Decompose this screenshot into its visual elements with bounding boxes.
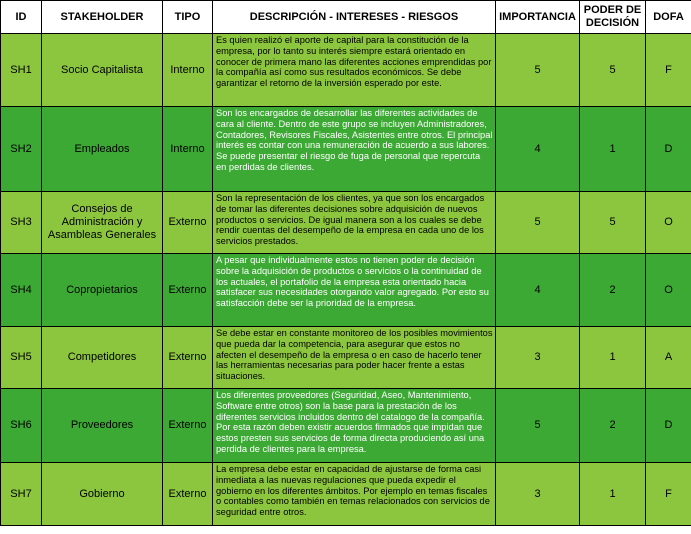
cell-descripcion: Es quien realizó el aporte de capital para la constitución de la empresa, por lo tanto su interés siempre estará orientado en conocer de primera mano las diferentes acciones emprendidas por la compañía así como sus resultados económicos. Se debe garantizar el retorno de la inversión esperado por este. [213,34,496,107]
cell-dofa: F [646,463,691,526]
cell-poder-decision: 2 [580,254,646,327]
cell-tipo: Externo [163,192,213,254]
table-row-sh1 [1,34,691,107]
cell-stakeholder: Gobierno [42,463,163,526]
cell-poder-decision: 2 [580,389,646,463]
cell-tipo: Externo [163,327,213,389]
cell-dofa: D [646,107,691,192]
cell-tipo: Interno [163,34,213,107]
cell-stakeholder: Competidores [42,327,163,389]
cell-id: SH7 [1,463,42,526]
cell-tipo: Externo [163,389,213,463]
cell-stakeholder: Consejos de Administración y Asambleas Generales [42,192,163,254]
cell-tipo: Interno [163,107,213,192]
cell-id: SH2 [1,107,42,192]
cell-stakeholder: Empleados [42,107,163,192]
cell-importancia: 3 [496,463,580,526]
header-row [1,1,691,34]
cell-id: SH1 [1,34,42,107]
cell-dofa: O [646,254,691,327]
table-row-sh5 [1,327,691,389]
cell-poder-decision: 1 [580,107,646,192]
cell-id: SH6 [1,389,42,463]
header-stakeholder: STAKEHOLDER [42,1,163,34]
cell-importancia: 4 [496,254,580,327]
header-importancia: IMPORTANCIA [496,1,580,34]
cell-importancia: 5 [496,192,580,254]
cell-poder-decision: 1 [580,327,646,389]
cell-descripcion: Los diferentes proveedores (Seguridad, Aseo, Mantenimiento, Software entre otros) son la base para la prestación de los diferentes servicios incluidos dentro del catalogo de la compañía. Por esta razón deben existir acuerdos firmados que impidan que estos presten sus servicios de forma directa produciendo así una perdida de clientes para la empresa. [213,389,496,463]
cell-id: SH4 [1,254,42,327]
header-tipo: TIPO [163,1,213,34]
cell-importancia: 5 [496,34,580,107]
cell-poder-decision: 5 [580,34,646,107]
header-poder-decision: PODER DE DECISIÓN [580,1,646,34]
cell-stakeholder: Proveedores [42,389,163,463]
table-row-sh7 [1,463,691,526]
cell-descripcion: Son los encargados de desarrollar las diferentes actividades de cara al cliente. Dentro de este grupo se incluyen Administradores, Contadores, Revisores Fiscales, Asistentes entre otros. El principal interés es contar con una remuneración de acuerdo a sus labores. Se puede presentar el riesgo de fuga de personal que repercuta en perdidas de clientes. [213,107,496,192]
cell-importancia: 4 [496,107,580,192]
cell-tipo: Externo [163,254,213,327]
cell-descripcion: La empresa debe estar en capacidad de ajustarse de forma casi inmediata a las nuevas regulaciones que pueda expedir el gobierno en los diferentes ámbitos. Por ejemplo en temas fiscales o contables como también en temas relacionados con servicios de seguridad entre otros. [213,463,496,526]
table-row-sh6 [1,389,691,463]
cell-importancia: 5 [496,389,580,463]
cell-id: SH3 [1,192,42,254]
cell-id: SH5 [1,327,42,389]
table-row-sh2 [1,107,691,192]
cell-dofa: D [646,389,691,463]
cell-dofa: A [646,327,691,389]
cell-descripcion: A pesar que individualmente estos no tienen poder de decisión sobre la adquisición de productos o servicios o la continuidad de los actuales, el portafolio de la empresa esta orientado hacia satisfacer sus necesidades otorgando valor agregado. Por esto su satisfacción debe ser la prioridad de la empresa. [213,254,496,327]
table-row-sh3 [1,192,691,254]
cell-descripcion: Son la representación de los clientes, ya que son los encargados de tomar las diferentes decisiones sobre adquisición de nuevos productos o servicios. De igual manera son a los cuales se debe rendir cuentas del desempeño de la empresa en cada uno de los servicios prestados. [213,192,496,254]
cell-importancia: 3 [496,327,580,389]
header-descripcion: DESCRIPCIÓN - INTERESES - RIESGOS [213,1,496,34]
cell-stakeholder: Copropietarios [42,254,163,327]
cell-tipo: Externo [163,463,213,526]
cell-stakeholder: Socio Capitalista [42,34,163,107]
header-id: ID [1,1,42,34]
cell-dofa: F [646,34,691,107]
header-dofa: DOFA [646,1,691,34]
cell-poder-decision: 5 [580,192,646,254]
cell-dofa: O [646,192,691,254]
table-row-sh4 [1,254,691,327]
cell-descripcion: Se debe estar en constante monitoreo de los posibles movimientos que pueda dar la competencia, para asegurar que estos no afecten el desempeño de la empresa o en caso de hacerlo tener las herramientas necesarias para poder hacer frente a estas situaciones. [213,327,496,389]
cell-poder-decision: 1 [580,463,646,526]
